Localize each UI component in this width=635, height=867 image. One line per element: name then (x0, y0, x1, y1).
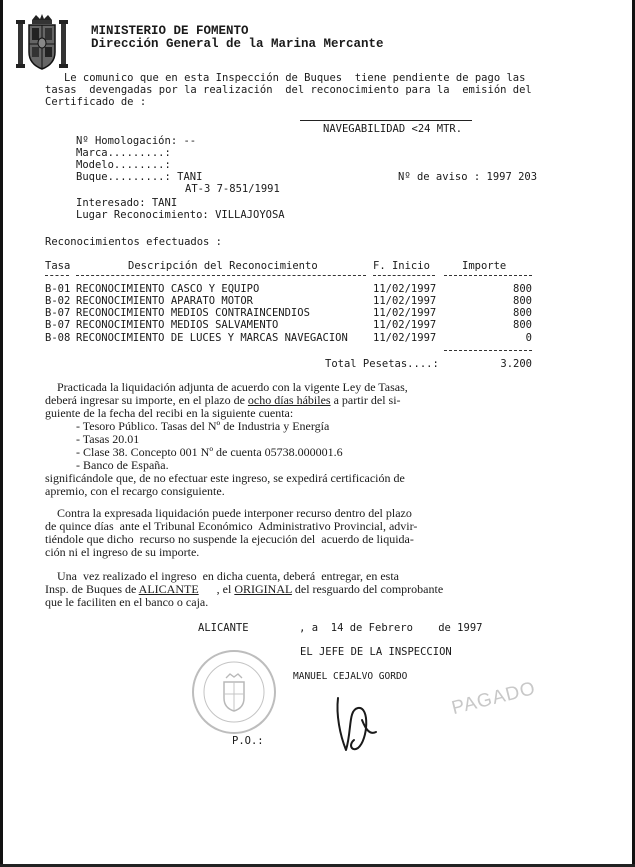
payment-line-2-start: deberá ingresar su importe, en el plazo de (45, 393, 248, 407)
delivery-line-2-start: Insp. de Buques de (45, 582, 139, 596)
row-tasa: B-07 (45, 319, 71, 331)
row-start-date: 11/02/1997 (373, 295, 437, 307)
delivery-line-2-end: del resguardo del comprobante (291, 582, 444, 596)
appeal-line-2: de quince días ante el Tribunal Económico Administrativo Provincial, advir- (45, 519, 418, 533)
row-start-date: 11/02/1997 (373, 319, 437, 331)
total-value: 3.200 (500, 358, 532, 370)
payment-warning-2: apremio, con el recargo consiguiente. (45, 484, 225, 498)
place-and-date: ALICANTE , a 14 de Febrero de 1997 (198, 622, 483, 634)
account-item: - Tasas 20.01 (76, 432, 140, 446)
appeal-line-4: ción ni el ingreso de su importe. (45, 545, 200, 559)
vessel-registration: AT-3 7-851/1991 (185, 183, 280, 195)
payment-deadline: ocho días hábiles (247, 393, 331, 407)
header-amount: Importe (462, 260, 507, 272)
row-amount: 800 (513, 283, 532, 295)
header-rule (444, 275, 532, 276)
directorate-title: Dirección General de la Marina Mercante (91, 37, 384, 51)
handwritten-signature (318, 690, 388, 760)
row-amount: 800 (513, 307, 532, 319)
total-label: Total Pesetas....: (325, 358, 439, 370)
row-start-date: 11/02/1997 (373, 332, 437, 344)
table-title: Reconocimientos efectuados : (45, 236, 223, 248)
delivery-line-2 (45, 583, 443, 595)
delivery-original: ORIGINAL (234, 582, 292, 596)
certificate-type: NAVEGABILIDAD <24 MTR. (323, 123, 463, 135)
signer-name: MANUEL CEJALVO GORDO (293, 671, 408, 682)
appeal-line-3: tiéndole que dicho recurso no suspende la ejecución del acuerdo de liquida- (45, 532, 414, 546)
delivery-line-3: que le faciliten en el banco o caja. (45, 595, 209, 609)
signer-role: EL JEFE DE LA INSPECCION (300, 646, 452, 658)
header-start-date: F. Inicio (373, 260, 430, 272)
total-rule (444, 350, 532, 351)
row-amount: 800 (513, 319, 532, 331)
intro-line-1: Le comunico que en esta Inspección de Buques tiene pendiente de pago las (45, 72, 526, 84)
interested-party: Interesado: TANI (76, 197, 178, 209)
account-item: - Clase 38. Concepto 001 Nº de cuenta 05738.000001.6 (76, 445, 343, 459)
delivery-line-2-mid: , el (198, 582, 235, 596)
row-start-date: 11/02/1997 (373, 283, 437, 295)
notice-number: Nº de aviso : 1997 203 (398, 171, 538, 183)
row-description: RECONOCIMIENTO APARATO MOTOR (76, 295, 254, 307)
scan-edge-left (0, 0, 3, 867)
delivery-city: ALICANTE (138, 582, 199, 596)
payment-line-2 (45, 394, 401, 406)
appeal-line-1: Contra la expresada liquidación puede interponer recurso dentro del plazo (45, 506, 412, 520)
delivery-line-1: Una vez realizado el ingreso en dicha cuenta, deberá entregar, en esta (45, 569, 400, 583)
brand-field: Marca.........: (76, 147, 171, 159)
row-start-date: 11/02/1997 (373, 307, 437, 319)
payment-line-2-end: a partir del si- (330, 393, 401, 407)
inspection-place: Lugar Reconocimiento: VILLAJOYOSA (76, 209, 285, 221)
official-seal-icon (190, 648, 278, 736)
intro-line-3: Certificado de : (45, 96, 147, 108)
row-amount: 0 (525, 332, 532, 344)
row-description: RECONOCIMIENTO DE LUCES Y MARCAS NAVEGACION (76, 332, 348, 344)
coat-of-arms-icon (14, 14, 70, 74)
row-tasa: B-01 (45, 283, 71, 295)
header-tasa: Tasa (45, 260, 71, 272)
header-rule (76, 275, 366, 276)
row-amount: 800 (513, 295, 532, 307)
certificate-rule (300, 120, 472, 121)
header-description: Descripción del Reconocimiento (128, 260, 318, 272)
row-description: RECONOCIMIENTO MEDIOS SALVAMENTO (76, 319, 279, 331)
homologation-field: Nº Homologación: -- (76, 135, 197, 147)
ministry-title: MINISTERIO DE FOMENTO (91, 24, 249, 38)
model-field: Modelo........: (76, 159, 171, 171)
paid-stamp: PAGADO (449, 677, 539, 720)
payment-line-1: Practicada la liquidación adjunta de acuerdo con la vigente Ley de Tasas, (45, 380, 408, 394)
header-rule (373, 275, 435, 276)
intro-line-2: tasas devengadas por la realización del reconocimiento para la emisión del (45, 84, 532, 96)
row-tasa: B-02 (45, 295, 71, 307)
po-label: P.O.: (232, 735, 264, 747)
account-item: - Tesoro Público. Tasas del Nº de Industria y Energía (76, 419, 330, 433)
row-tasa: B-07 (45, 307, 71, 319)
row-description: RECONOCIMIENTO MEDIOS CONTRAINCENDIOS (76, 307, 310, 319)
header-rule (45, 275, 69, 276)
row-description: RECONOCIMIENTO CASCO Y EQUIPO (76, 283, 260, 295)
payment-line-3: guiente de la fecha del recibi en la siguiente cuenta: (45, 406, 294, 420)
account-item: - Banco de España. (76, 458, 169, 472)
row-tasa: B-08 (45, 332, 71, 344)
vessel-field: Buque.........: TANI (76, 171, 203, 183)
payment-warning-1: significándole que, de no efectuar este ingreso, se expedirá certificación de (45, 471, 405, 485)
